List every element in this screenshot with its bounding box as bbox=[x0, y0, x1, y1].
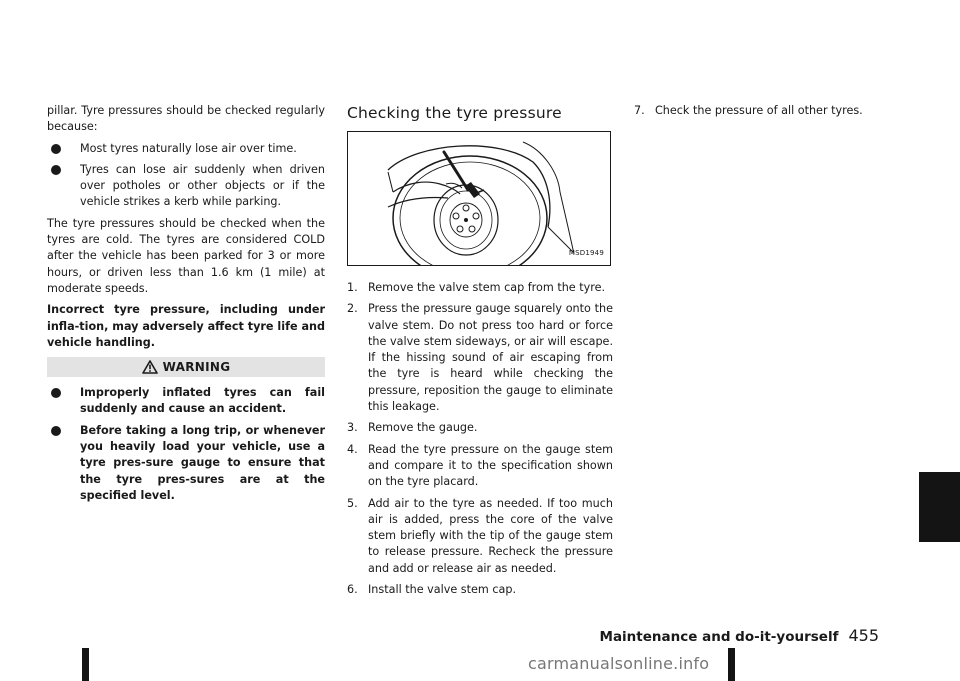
bullet-dot-icon bbox=[51, 165, 61, 175]
step-item bbox=[347, 280, 613, 296]
step-text: Remove the gauge. bbox=[368, 421, 478, 435]
figure-code: MSD1949 bbox=[568, 248, 604, 257]
bullet-text: Tyres can lose air suddenly when driven over potholes or other objects or if the vehicle strikes a kerb while parking. bbox=[80, 162, 325, 209]
step-number: 7. bbox=[634, 104, 645, 117]
intro-paragraph: pillar. Tyre pressures should be checked regularly because: bbox=[47, 104, 325, 134]
step-number: 2. bbox=[347, 302, 358, 316]
warning-bullet-item bbox=[47, 385, 325, 418]
bullet-item bbox=[47, 141, 325, 157]
step-item bbox=[347, 582, 613, 598]
crop-mark-left bbox=[82, 648, 89, 681]
watermark: carmanualsonline.info bbox=[528, 654, 710, 673]
step-number: 3. bbox=[347, 421, 358, 435]
warning-title: WARNING bbox=[162, 360, 231, 374]
footer-section-title: Maintenance and do-it-yourself bbox=[599, 629, 839, 645]
section-heading: Checking the tyre pressure bbox=[347, 104, 562, 122]
warning-bullet-text: Before taking a long trip, or whenever you heavily load your vehicle, use a tyre pres-sure gauge to ensure that the tyre pres-sures are at the specified level. bbox=[80, 423, 325, 502]
warning-header bbox=[47, 357, 325, 377]
step-item bbox=[347, 496, 613, 577]
step-number: 6. bbox=[347, 583, 358, 597]
chapter-tab bbox=[919, 472, 960, 542]
cold-tyre-paragraph: The tyre pressures should be checked when the tyres are cold. The tyres are considered COLD after the vehicle has been parked for 3 or more hours, or driven less than 1.6 km (1 mile) at moderate speeds. bbox=[47, 216, 325, 295]
page-number: 455 bbox=[848, 626, 879, 645]
step-number: 4. bbox=[347, 442, 358, 456]
warning-bullet-item bbox=[47, 423, 325, 504]
middle-column bbox=[347, 103, 613, 603]
tyre-gauge-illustration bbox=[347, 131, 611, 266]
warning-bullet-text: Improperly inflated tyres can fail suddenly and cause an accident. bbox=[80, 386, 325, 416]
step-text: Check the pressure of all other tyres. bbox=[655, 104, 863, 117]
bullet-text: Most tyres naturally lose air over time. bbox=[80, 141, 297, 155]
right-column bbox=[634, 103, 914, 124]
bullet-dot-icon bbox=[51, 144, 61, 154]
step-number: 1. bbox=[347, 281, 358, 294]
bullet-item bbox=[47, 162, 325, 211]
step-item bbox=[634, 103, 914, 119]
warning-triangle-icon bbox=[142, 360, 158, 374]
step-text: Press the pressure gauge squarely onto the valve stem. Do not press too hard or force the valve stem sideways, or air will escape. If the hissing sound of air escaping from the tyre is heard while checking the pressure, reposition the gauge to eliminate this leakage. bbox=[368, 302, 613, 414]
incorrect-pressure-paragraph: Incorrect tyre pressure, including under infla-tion, may adversely affect tyre life and vehicle handling. bbox=[47, 303, 325, 349]
step-item bbox=[347, 301, 613, 415]
page-footer bbox=[600, 626, 879, 645]
step-item bbox=[347, 420, 613, 436]
step-text: Read the tyre pressure on the gauge stem and compare it to the specification shown on the tyre placard. bbox=[368, 442, 613, 489]
crop-mark-right bbox=[728, 648, 735, 681]
bullet-dot-icon bbox=[51, 388, 61, 398]
left-column bbox=[47, 103, 325, 509]
step-number: 5. bbox=[347, 496, 358, 510]
step-item bbox=[347, 442, 613, 491]
bullet-dot-icon bbox=[51, 426, 61, 436]
step-text: Install the valve stem cap. bbox=[368, 583, 517, 597]
step-text: Remove the valve stem cap from the tyre. bbox=[368, 281, 606, 294]
step-text: Add air to the tyre as needed. If too much air is added, press the core of the valve stem briefly with the tip of the gauge stem to release pressure. Recheck the pressure and add or release air as needed. bbox=[368, 496, 613, 575]
